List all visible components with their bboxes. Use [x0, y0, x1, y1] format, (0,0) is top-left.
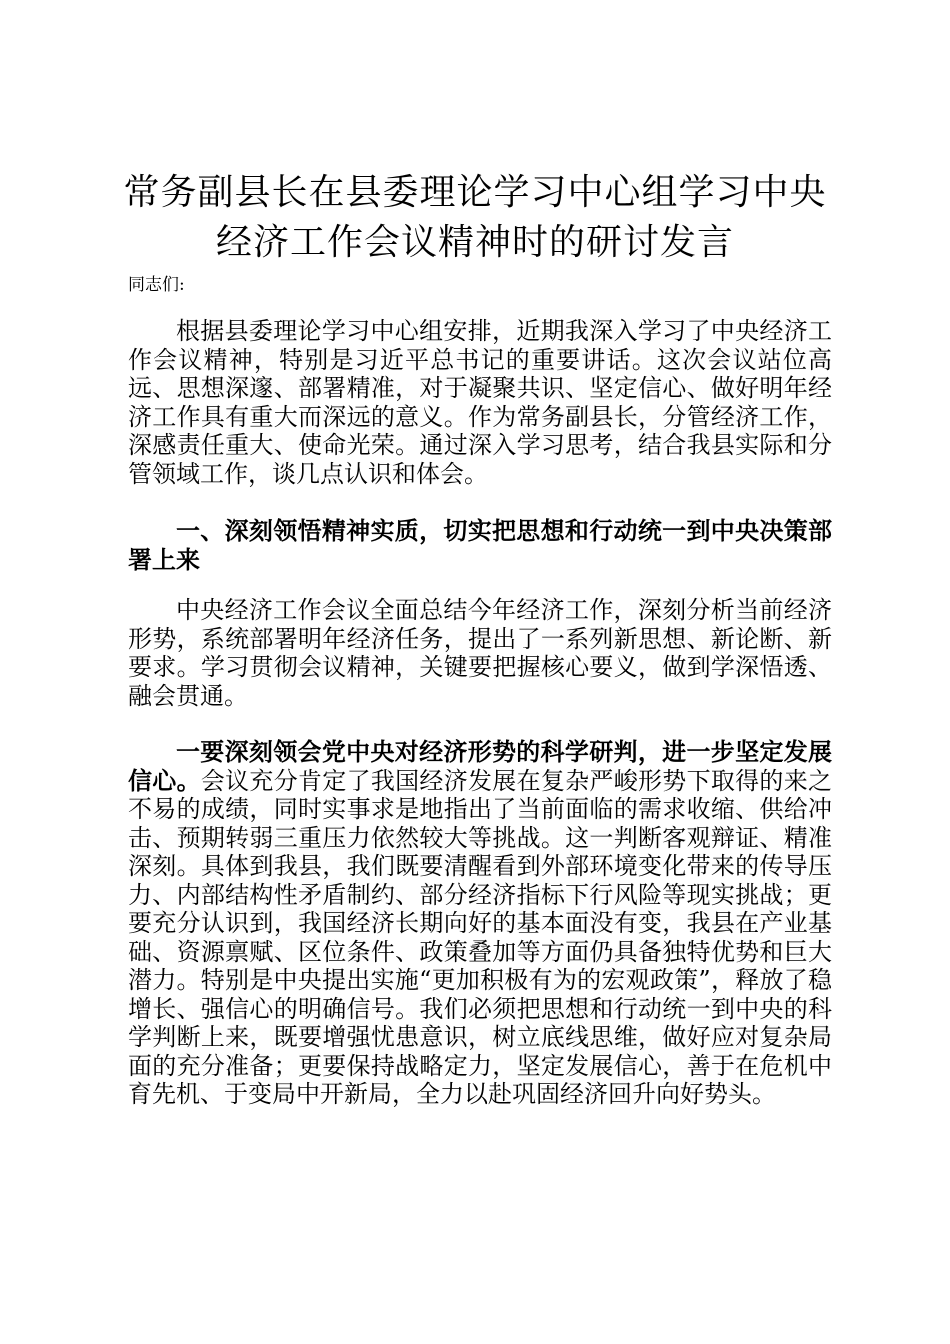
- section-heading-1: 一、深刻领悟精神实质，切实把思想和行动统一到中央决策部署上来: [128, 516, 832, 574]
- intro-paragraph: 根据县委理论学习中心组安排，近期我深入学习了中央经济工作会议精神，特别是习近平总书记的重要讲话。这次会议站位高远、思想深邃、部署精准，对于凝聚共识、坚定信心、做好明年经济工作具有重大而深远的意义。作为常务副县长，分管经济工作，深感责任重大、使命光荣。通过深入学习思考，结合我县实际和分管领域工作，谈几点认识和体会。: [128, 317, 832, 488]
- document-title: 常务副县长在县委理论学习中心组学习中央经济工作会议精神时的研讨发言: [123, 172, 827, 263]
- salutation: 同志们:: [128, 275, 185, 295]
- paragraph-lead-sentence: 一要深刻领会党中央对经济形势的科学研判，进一步坚定发展信心。: [128, 737, 832, 795]
- body-paragraph-3: [128, 738, 832, 1109]
- paragraph-body-text: 会议充分肯定了我国经济发展在复杂严峻形势下取得的来之不易的成绩，同时实事求是地指出了当前面临的需求收缩、供给冲击、预期转弱三重压力依然较大等挑战。这一判断客观辩证、精准深刻。具体到我县，我们既要清醒看到外部环境变化带来的传导压力、内部结构性矛盾制约、部分经济指标下行风险等现实挑战；更要充分认识到，我国经济长期向好的基本面没有变，我县在产业基础、资源禀赋、区位条件、政策叠加等方面仍具备独特优势和巨大潜力。特别是中央提出实施“更加积极有为的宏观政策”，释放了稳增长、强信心的明确信号。我们必须把思想和行动统一到中央的科学判断上来，既要增强忧患意识，树立底线思维，做好应对复杂局面的充分准备；更要保持战略定力，坚定发展信心，善于在危机中育先机、于变局中开新局，全力以赴巩固经济回升向好势头。: [128, 766, 833, 1108]
- body-paragraph-2: 中央经济工作会议全面总结今年经济工作，深刻分析当前经济形势，系统部署明年经济任务，提出了一系列新思想、新论断、新要求。学习贯彻会议精神，关键要把握核心要义，做到学深悟透、融会贯通。: [128, 596, 832, 710]
